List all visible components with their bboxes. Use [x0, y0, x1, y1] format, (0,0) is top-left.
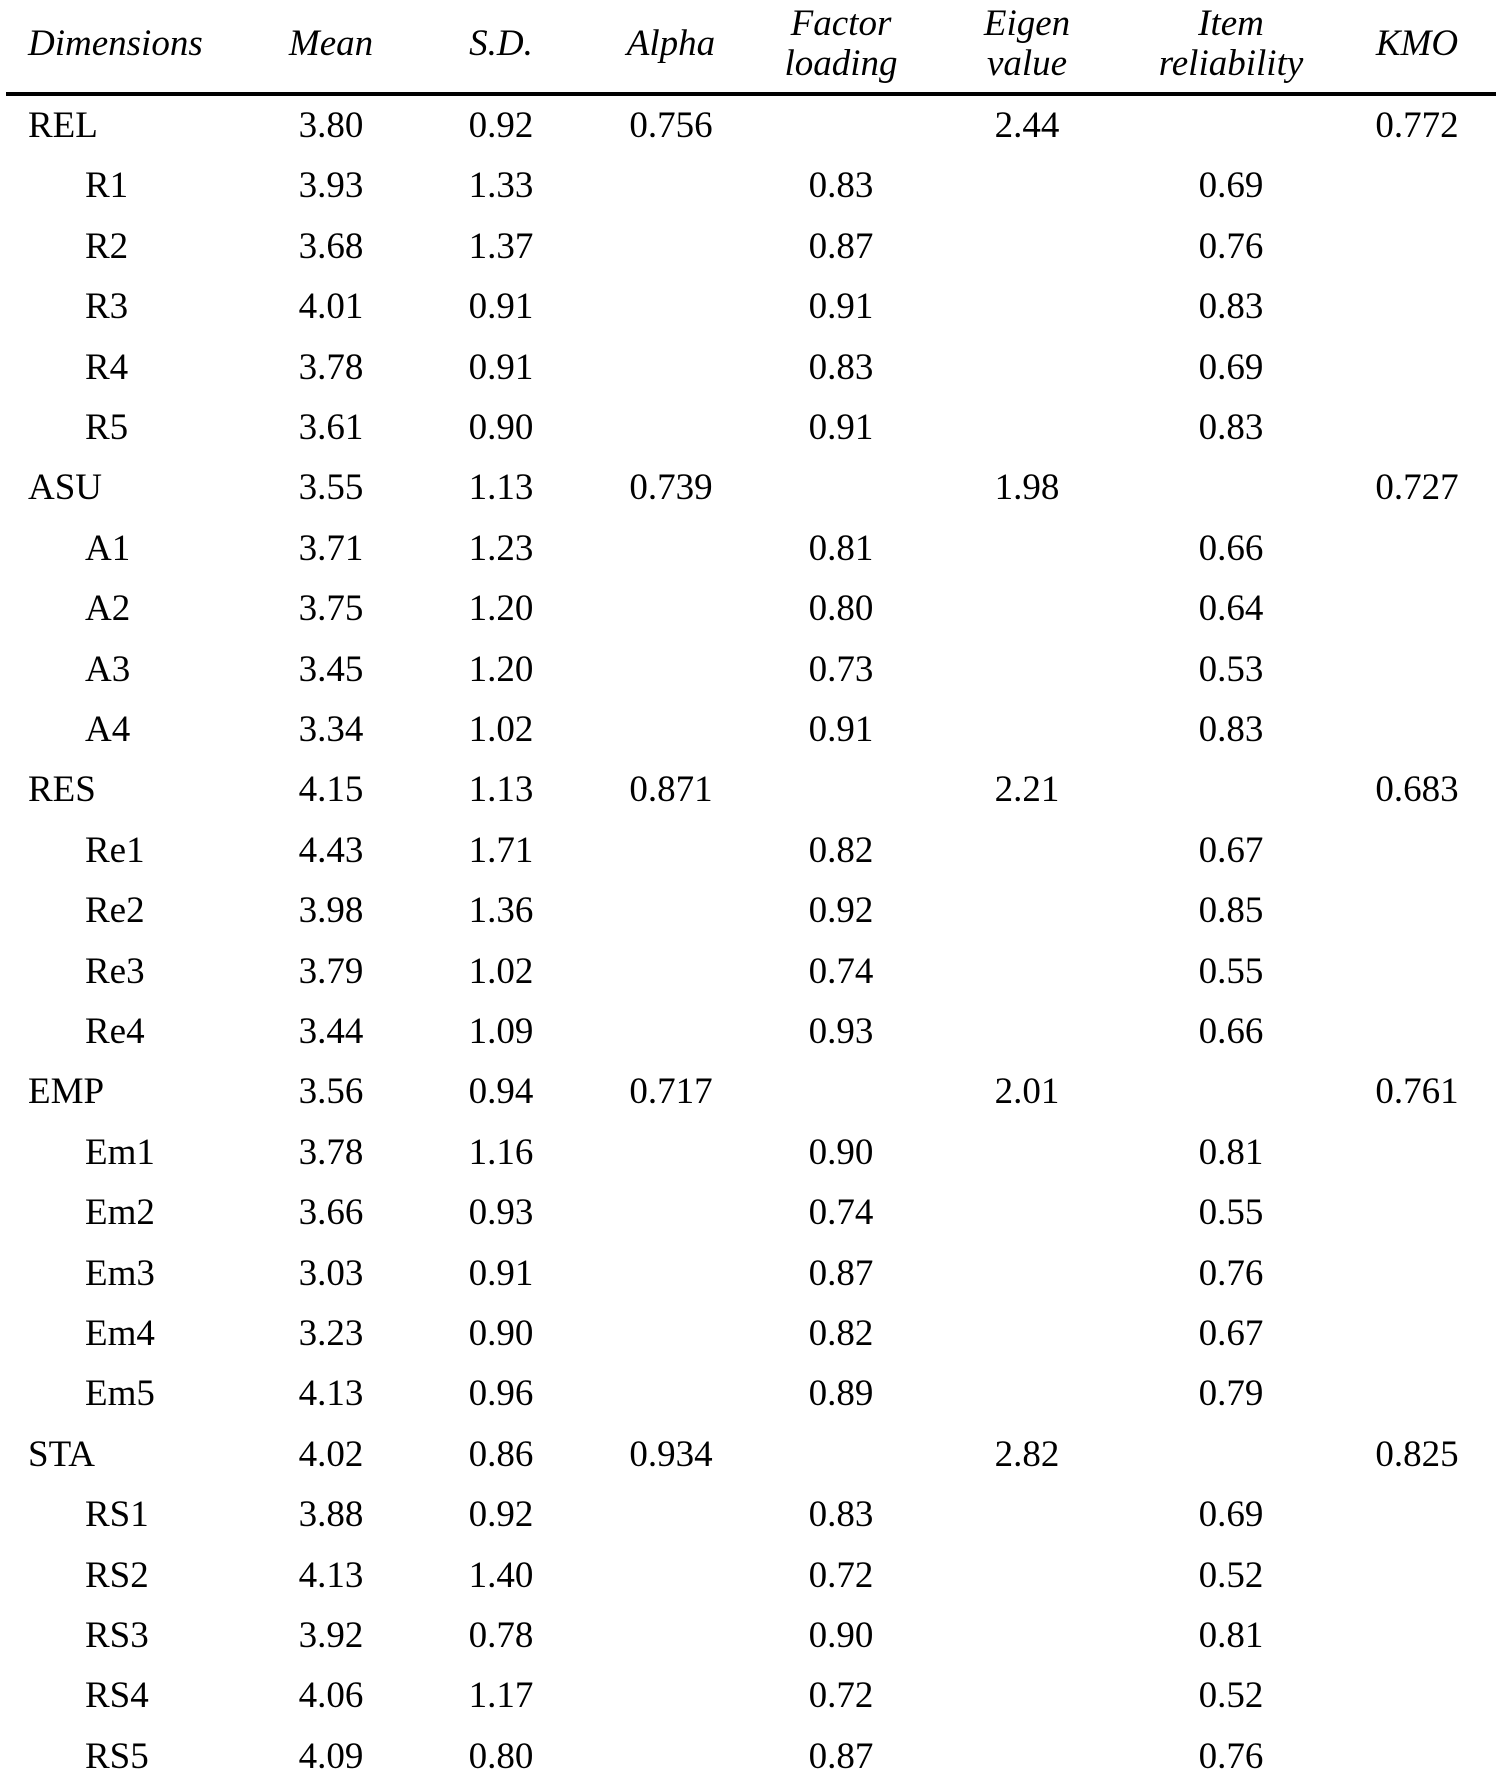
cell-mean: 3.03: [298, 1252, 364, 1294]
cell-sd: 1.40: [468, 1554, 534, 1596]
item-row: [0, 156, 1496, 216]
item-row: [0, 1727, 1496, 1787]
table-header: [0, 0, 1496, 94]
item-row: [0, 1485, 1496, 1545]
item-row: [0, 579, 1496, 639]
cell-sd: 0.93: [468, 1192, 534, 1234]
cell-mean: 3.68: [298, 225, 364, 267]
row-label: Re1: [85, 829, 145, 871]
row-label: EMP: [28, 1071, 105, 1113]
cell-sd: 0.90: [468, 1313, 534, 1354]
row-label: Em2: [85, 1192, 155, 1234]
cell-factor: 0.73: [808, 648, 874, 690]
row-label: ASU: [28, 467, 103, 509]
dimension-row: [0, 96, 1496, 156]
cell-item: 0.53: [1198, 648, 1264, 690]
cell-alpha: 0.717: [629, 1071, 713, 1113]
cell-item: 0.81: [1198, 1615, 1264, 1656]
cell-factor: 0.81: [808, 527, 874, 569]
cell-sd: 1.16: [468, 1131, 534, 1173]
header-mean: Mean: [288, 23, 374, 64]
cell-eigen: 1.98: [994, 467, 1060, 509]
cell-factor: 0.80: [808, 588, 874, 630]
cell-factor: 0.93: [808, 1011, 874, 1052]
cell-kmo: 0.683: [1375, 769, 1459, 811]
cell-item: 0.76: [1198, 1252, 1264, 1294]
row-label: RS3: [85, 1615, 149, 1656]
cell-item: 0.79: [1198, 1373, 1264, 1415]
row-label: A1: [85, 527, 131, 569]
dimension-row: [0, 1062, 1496, 1122]
cell-sd: 1.17: [468, 1675, 534, 1717]
dimension-row: [0, 760, 1496, 820]
item-row: [0, 1666, 1496, 1726]
cell-mean: 4.02: [298, 1433, 364, 1475]
cell-sd: 1.71: [468, 829, 534, 871]
cell-mean: 4.43: [298, 829, 364, 871]
cell-item: 0.76: [1198, 1735, 1264, 1777]
cell-sd: 1.02: [468, 950, 534, 992]
row-label: RS2: [85, 1554, 149, 1596]
cell-mean: 3.79: [298, 950, 364, 992]
cell-kmo: 0.825: [1375, 1433, 1459, 1475]
cell-mean: 3.93: [298, 165, 364, 207]
row-label: Em5: [85, 1373, 155, 1415]
item-row: [0, 338, 1496, 398]
item-row: [0, 1183, 1496, 1243]
cell-item: 0.55: [1198, 1192, 1264, 1234]
cell-alpha: 0.739: [629, 467, 713, 509]
cell-mean: 3.23: [298, 1313, 364, 1354]
cell-item: 0.67: [1198, 1313, 1264, 1354]
row-label: R4: [85, 346, 129, 388]
cell-factor: 0.90: [808, 1131, 874, 1173]
row-label: RS4: [85, 1675, 149, 1717]
cell-alpha: 0.756: [629, 105, 713, 146]
header-alpha: Alpha: [626, 23, 716, 64]
cell-sd: 1.37: [468, 225, 534, 267]
cell-mean: 3.80: [298, 105, 364, 146]
cell-factor: 0.82: [808, 829, 874, 871]
cell-eigen: 2.21: [994, 769, 1060, 811]
cell-item: 0.52: [1198, 1675, 1264, 1717]
cell-kmo: 0.727: [1375, 467, 1459, 509]
cell-item: 0.69: [1198, 1494, 1264, 1536]
cell-mean: 3.92: [298, 1615, 364, 1656]
header-eigen-line2: value: [986, 43, 1068, 84]
item-row: [0, 640, 1496, 700]
cell-sd: 1.13: [468, 467, 534, 509]
cell-eigen: 2.44: [994, 105, 1060, 146]
cell-item: 0.69: [1198, 346, 1264, 388]
row-label: Re4: [85, 1011, 145, 1052]
cell-item: 0.83: [1198, 709, 1264, 750]
cell-factor: 0.82: [808, 1313, 874, 1354]
cell-sd: 1.09: [468, 1011, 534, 1052]
item-row: [0, 1304, 1496, 1364]
row-label: RES: [28, 769, 96, 811]
cell-alpha: 0.871: [629, 769, 713, 811]
header-item-line2: reliability: [1158, 43, 1304, 84]
cell-sd: 1.20: [468, 588, 534, 630]
cell-sd: 1.13: [468, 769, 534, 811]
cell-mean: 3.45: [298, 648, 364, 690]
cell-mean: 4.15: [298, 769, 364, 811]
item-row: [0, 700, 1496, 760]
item-row: [0, 942, 1496, 1002]
cell-mean: 3.78: [298, 1131, 364, 1173]
cell-sd: 0.91: [468, 346, 534, 388]
cell-item: 0.69: [1198, 165, 1264, 207]
cell-item: 0.81: [1198, 1131, 1264, 1173]
cell-sd: 0.96: [468, 1373, 534, 1415]
row-label: RS1: [85, 1494, 149, 1536]
cell-factor: 0.87: [808, 225, 874, 267]
item-row: [0, 1123, 1496, 1183]
cell-mean: 3.56: [298, 1071, 364, 1113]
cell-eigen: 2.82: [994, 1433, 1060, 1475]
dimension-row: [0, 1425, 1496, 1485]
header-factor-line1: Factor: [790, 3, 892, 44]
row-label: Em1: [85, 1131, 155, 1173]
row-label: R2: [85, 225, 129, 267]
row-label: Em4: [85, 1313, 155, 1354]
header-eigen-line1: Eigen: [983, 3, 1071, 44]
item-row: [0, 1364, 1496, 1424]
cell-sd: 1.36: [468, 890, 534, 932]
cell-mean: 4.13: [298, 1554, 364, 1596]
cell-sd: 0.80: [468, 1735, 534, 1777]
dimension-row: [0, 458, 1496, 518]
cell-item: 0.66: [1198, 1011, 1264, 1052]
item-row: [0, 398, 1496, 458]
cell-sd: 0.92: [468, 1494, 534, 1536]
item-row: [0, 277, 1496, 337]
row-label: A4: [85, 709, 131, 750]
cell-sd: 1.02: [468, 709, 534, 750]
header-item-line1: Item: [1198, 3, 1264, 44]
cell-factor: 0.92: [808, 890, 874, 932]
item-row: [0, 519, 1496, 579]
cell-sd: 0.94: [468, 1071, 534, 1113]
cell-item: 0.83: [1198, 407, 1264, 448]
cell-factor: 0.91: [808, 286, 874, 328]
header-factor-line2: loading: [784, 43, 898, 84]
header-sd: S.D.: [469, 23, 533, 64]
cell-factor: 0.87: [808, 1735, 874, 1777]
cell-mean: 3.75: [298, 588, 364, 630]
cell-item: 0.85: [1198, 890, 1264, 932]
cell-eigen: 2.01: [994, 1071, 1060, 1113]
item-row: [0, 1606, 1496, 1666]
cell-mean: 4.13: [298, 1373, 364, 1415]
row-label: R3: [85, 286, 129, 328]
cell-mean: 4.09: [298, 1735, 364, 1777]
header-dimensions: Dimensions: [28, 23, 203, 64]
cell-sd: 0.90: [468, 407, 534, 448]
cell-item: 0.64: [1198, 588, 1264, 630]
cell-sd: 1.33: [468, 165, 534, 207]
row-label: REL: [28, 105, 98, 146]
item-row: [0, 1002, 1496, 1062]
cell-factor: 0.83: [808, 165, 874, 207]
cell-mean: 3.61: [298, 407, 364, 448]
header-item-reliability: [1159, 4, 1304, 84]
cell-mean: 3.98: [298, 890, 364, 932]
cell-factor: 0.83: [808, 346, 874, 388]
cell-factor: 0.89: [808, 1373, 874, 1415]
cell-mean: 4.06: [298, 1675, 364, 1717]
cell-alpha: 0.934: [629, 1433, 713, 1475]
cell-item: 0.67: [1198, 829, 1264, 871]
cell-factor: 0.72: [808, 1675, 874, 1717]
cell-factor: 0.90: [808, 1615, 874, 1656]
cell-factor: 0.87: [808, 1252, 874, 1294]
cell-mean: 3.71: [298, 527, 364, 569]
row-label: Re2: [85, 890, 145, 932]
cell-factor: 0.74: [808, 1192, 874, 1234]
row-label: STA: [28, 1433, 95, 1475]
cell-sd: 0.92: [468, 105, 534, 146]
cell-item: 0.83: [1198, 286, 1264, 328]
item-row: [0, 821, 1496, 881]
cell-mean: 3.66: [298, 1192, 364, 1234]
cell-factor: 0.83: [808, 1494, 874, 1536]
row-label: Re3: [85, 950, 145, 992]
cell-sd: 0.78: [468, 1615, 534, 1656]
cell-factor: 0.72: [808, 1554, 874, 1596]
cell-item: 0.55: [1198, 950, 1264, 992]
row-label: R1: [85, 165, 129, 207]
cell-factor: 0.91: [808, 407, 874, 448]
cell-mean: 4.01: [298, 286, 364, 328]
row-label: A3: [85, 648, 131, 690]
cell-sd: 0.91: [468, 286, 534, 328]
header-factor-loading: [784, 4, 897, 84]
header-eigen-value: [984, 4, 1070, 84]
cell-sd: 1.23: [468, 527, 534, 569]
item-row: [0, 1546, 1496, 1606]
row-label: RS5: [85, 1735, 149, 1777]
row-label: A2: [85, 588, 131, 630]
row-label: Em3: [85, 1252, 155, 1294]
item-row: [0, 217, 1496, 277]
row-label: R5: [85, 407, 129, 448]
cell-mean: 3.78: [298, 346, 364, 388]
cell-sd: 0.86: [468, 1433, 534, 1475]
cell-mean: 3.55: [298, 467, 364, 509]
cell-item: 0.76: [1198, 225, 1264, 267]
cell-item: 0.66: [1198, 527, 1264, 569]
cell-sd: 1.20: [468, 648, 534, 690]
cell-kmo: 0.772: [1375, 105, 1459, 146]
header-kmo: KMO: [1375, 23, 1459, 64]
cell-sd: 0.91: [468, 1252, 534, 1294]
cell-factor: 0.74: [808, 950, 874, 992]
item-row: [0, 881, 1496, 941]
cell-mean: 3.88: [298, 1494, 364, 1536]
item-row: [0, 1244, 1496, 1304]
cell-mean: 3.44: [298, 1011, 364, 1052]
cell-kmo: 0.761: [1375, 1071, 1459, 1113]
cell-item: 0.52: [1198, 1554, 1264, 1596]
cell-mean: 3.34: [298, 709, 364, 750]
cell-factor: 0.91: [808, 709, 874, 750]
